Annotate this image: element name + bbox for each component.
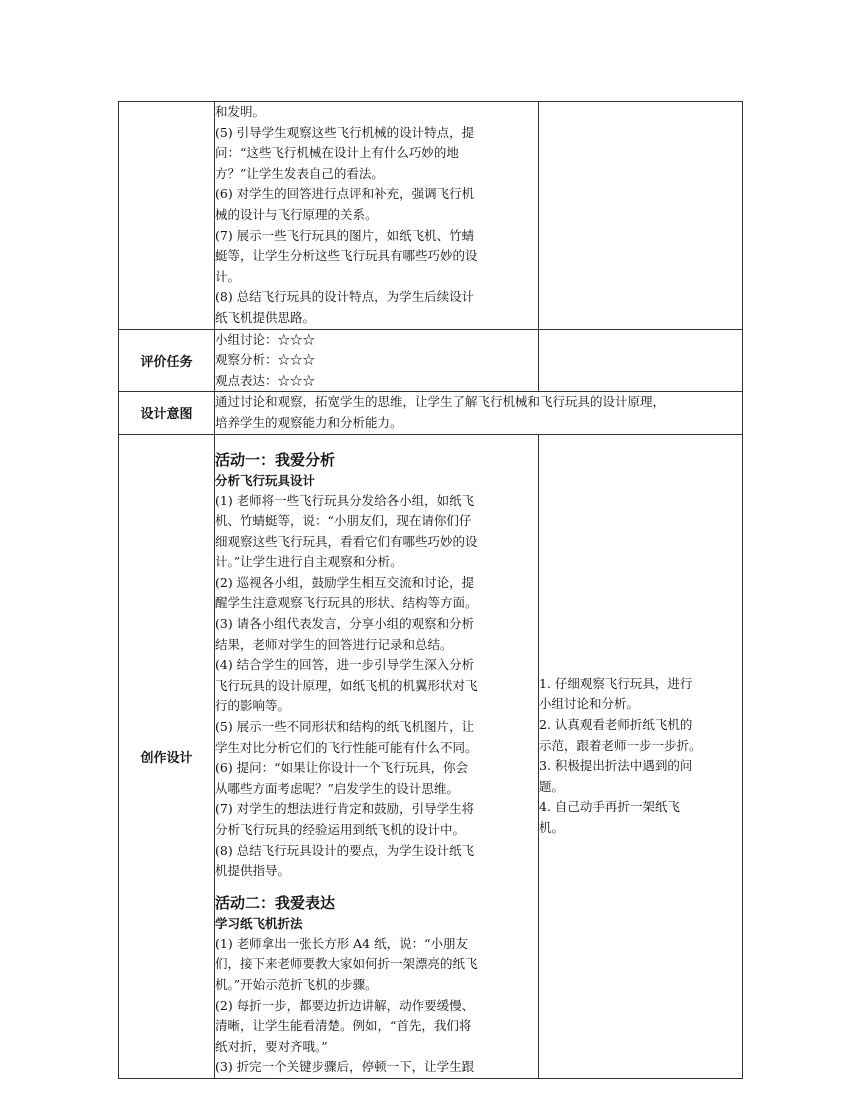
table-row <box>119 329 743 392</box>
text-line: 行的影响等。 <box>215 698 291 714</box>
evaluation-label: 评价任务 <box>119 329 215 392</box>
evaluation-empty-cell <box>539 329 743 392</box>
text-line: 方？”让学生发表自己的看法。 <box>215 165 384 181</box>
creation-teacher-cell <box>215 434 539 1078</box>
activity2-title: 活动二：我爱表达 <box>215 893 336 912</box>
text-line: 蜓等，让学生分析这些飞行玩具有哪些巧妙的设 <box>215 248 478 264</box>
intent-line: 培养学生的观察能力和分析能力。 <box>215 414 403 430</box>
text-line: (6) 对学生的回答进行点评和补充，强调飞行机 <box>215 186 475 202</box>
creation-label: 创作设计 <box>119 434 215 1078</box>
intent-line: 通过讨论和观察，拓宽学生的思维，让学生了解飞行机械和飞行玩具的设计原理， <box>215 394 666 410</box>
student-line: 机。 <box>539 820 565 835</box>
text-line: (5) 引导学生观察这些飞行机械的设计特点，提 <box>215 124 475 140</box>
activity1-subtitle: 分析飞行玩具设计 <box>215 472 316 488</box>
text-line: (8) 总结飞行玩具的设计特点，为学生后续设计 <box>215 289 475 305</box>
activity2-subtitle: 学习纸飞机折法 <box>215 915 303 931</box>
text-line: 机提供指导。 <box>215 863 291 879</box>
student-line: 2. 认真观看老师折纸飞机的 <box>539 717 693 733</box>
text-line: 计。 <box>215 268 241 284</box>
text-line: (6) 提问：“如果让你设计一个飞行玩具，你会 <box>215 760 469 776</box>
text-line: 分析飞行玩具的经验运用到纸飞机的设计中。 <box>215 822 466 837</box>
intent-content <box>215 392 743 434</box>
text-line: 机。”开始示范折飞机的步骤。 <box>215 976 378 992</box>
text-line: 和发明。 <box>215 104 266 119</box>
text-line: 机、竹蜻蜓等，说：“小朋友们，现在请你们仔 <box>215 513 472 529</box>
text-line: (3) 折完一个关键步骤后，停顿一下，让学生跟 <box>215 1059 475 1075</box>
student-line: 3. 积极提出折法中遇到的问 <box>539 758 693 774</box>
evaluation-content <box>215 329 539 392</box>
text-line: 结果，老师对学生的回答进行记录和总结。 <box>215 636 453 652</box>
evaluation-line: 小组讨论：☆☆☆ <box>215 331 316 347</box>
text-line: (7) 展示一些飞行玩具的图片，如纸飞机、竹蜻 <box>215 227 475 243</box>
text-line: 纸对折，要对齐哦。” <box>215 1038 328 1054</box>
text-line: 们，接下来老师要教大家如何折一架漂亮的纸飞 <box>215 956 478 972</box>
student-activity-cell <box>539 102 743 330</box>
table-row <box>119 434 743 1078</box>
lesson-plan-table <box>118 101 743 1079</box>
activity1-title: 活动一：我爱分析 <box>215 450 336 469</box>
text-line: 飞行玩具的设计原理，如纸飞机的机翼形状对飞 <box>215 677 478 693</box>
text-line: 计。”让学生进行自主观察和分析。 <box>215 554 403 570</box>
evaluation-line: 观点表达：☆☆☆ <box>215 372 316 388</box>
text-line: (7) 对学生的想法进行肯定和鼓励，引导学生将 <box>215 801 475 817</box>
text-line: (1) 老师将一些飞行玩具分发给各小组，如纸飞 <box>215 492 475 508</box>
row-label-cell <box>119 102 215 330</box>
table-row <box>119 392 743 434</box>
student-line: 1. 仔细观察飞行玩具，进行 <box>539 675 693 691</box>
text-line: 纸飞机提供思路。 <box>215 309 316 325</box>
text-line: (2) 每折一步，都要边折边讲解，动作要缓慢、 <box>215 997 475 1013</box>
text-line: 问：“这些飞行机械在设计上有什么巧妙的地 <box>215 145 459 161</box>
text-line: 清晰，让学生能看清楚。例如，“首先，我们将 <box>215 1018 472 1034</box>
creation-student-cell <box>539 434 743 1078</box>
student-line: 题。 <box>539 778 565 794</box>
text-line: (2) 巡视各小组，鼓励学生相互交流和讨论，提 <box>215 574 475 590</box>
text-line: 学生对比分析它们的飞行性能可能有什么不同。 <box>215 739 478 755</box>
student-line: 4. 自己动手再折一架纸飞 <box>539 799 680 815</box>
teacher-activity-cell <box>215 102 539 330</box>
student-line: 小组讨论和分析。 <box>539 696 640 712</box>
text-line: (8) 总结飞行玩具设计的要点，为学生设计纸飞 <box>215 842 475 858</box>
text-line: 从哪些方面考虑呢？”启发学生的设计思维。 <box>215 780 459 796</box>
text-line: 械的设计与飞行原理的关系。 <box>215 206 378 222</box>
student-line: 示范，跟着老师一步一步折。 <box>539 737 702 753</box>
text-line: 醒学生注意观察飞行玩具的形状、结构等方面。 <box>215 595 478 611</box>
table-row <box>119 102 743 330</box>
text-line: 细观察这些飞行玩具，看看它们有哪些巧妙的设 <box>215 533 478 549</box>
text-line: (4) 结合学生的回答，进一步引导学生深入分析 <box>215 657 475 673</box>
text-line: (1) 老师拿出一张长方形 A4 纸，说：“小朋友 <box>215 935 468 951</box>
section-gap <box>215 882 538 892</box>
intent-label: 设计意图 <box>119 392 215 434</box>
text-line: (3) 请各小组代表发言，分享小组的观察和分析 <box>215 616 475 632</box>
evaluation-line: 观察分析：☆☆☆ <box>215 352 316 368</box>
text-line: (5) 展示一些不同形状和结构的纸飞机图片，让 <box>215 719 475 735</box>
